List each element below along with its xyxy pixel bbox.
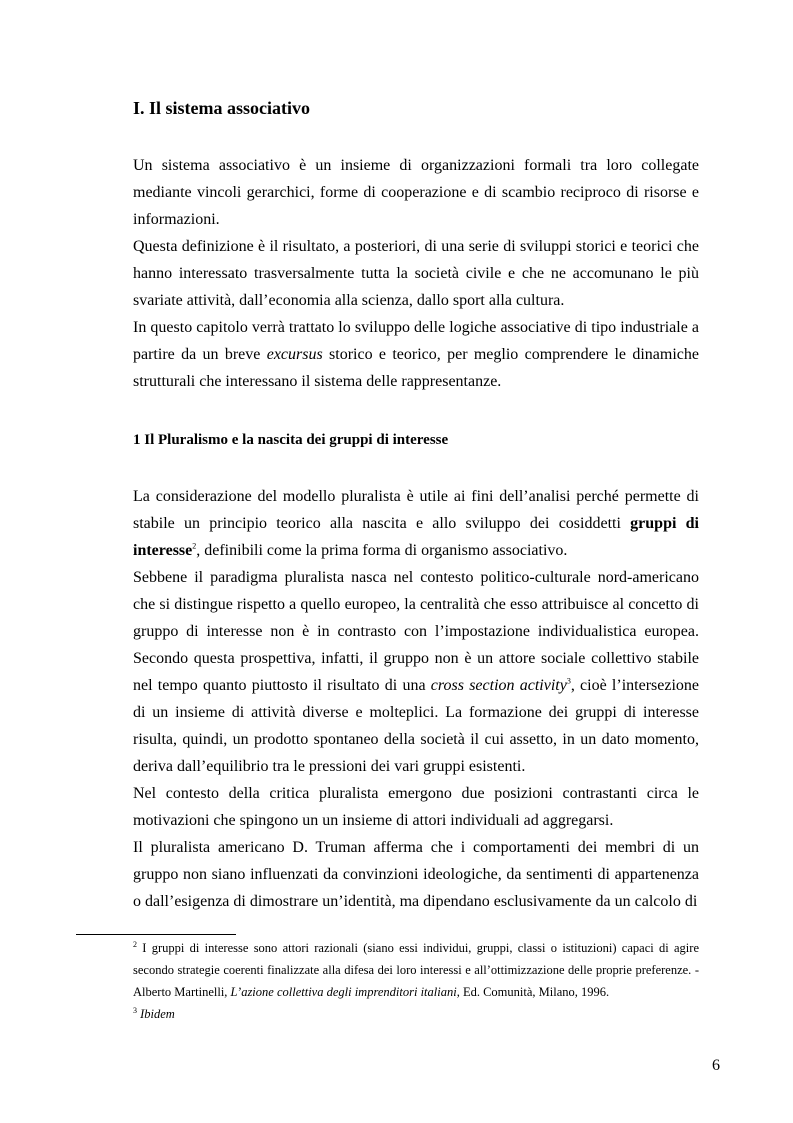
intro-paragraph-3 — [133, 314, 699, 395]
cross-section-activity-emphasis: cross section activity — [430, 677, 567, 694]
section-paragraph-2-text-b: , cioè l’intersezione di un insieme di attività diverse e molteplici. La formazione dei gruppi di interesse risulta, quindi, un prodotto spontaneo della società il cui assetto, in un dato momento, deriva dall’equilibrio tra le pressioni dei vari gruppi esistenti. — [133, 677, 699, 775]
gruppi-di-interesse-bold: gruppi di interesse — [133, 515, 700, 559]
section-paragraph-3: Nel contesto della critica pluralista emergono due posizioni contrastanti circa le motivazioni che spingono un un insieme di attori individuali ad aggregarsi. — [133, 785, 699, 829]
intro-paragraph-2: Questa definizione è il risultato, a posteriori, di una serie di sviluppi storici e teorici che hanno interessato trasversalmente tutta la società civile e che ne accomunano le più svariate attività, dall’economia alla scienza, dallo sport alla cultura. — [133, 238, 699, 309]
section-paragraph-1-text-a: La considerazione del modello pluralista è utile ai fini dell’analisi perché permette di stabile un principio teorico alla nascita e allo sviluppo dei cosiddetti — [133, 488, 699, 532]
footnote-2-book-title: L’azione collettiva degli imprenditori italiani — [230, 985, 457, 999]
footnote-3-ibidem: Ibidem — [140, 1007, 175, 1021]
excursus-emphasis: excursus — [266, 346, 323, 363]
intro-section — [133, 152, 699, 395]
page-number: 6 — [712, 1057, 720, 1074]
footnote-2 — [133, 937, 699, 1003]
chapter-title: I. Il sistema associativo — [133, 98, 310, 118]
section-paragraph-1-text-b: , definibili come la prima forma di organismo associativo. — [196, 542, 568, 559]
footnote-ref-3[interactable]: 3 — [566, 676, 571, 686]
section-paragraph-2-text-a: Sebbene il paradigma pluralista nasca nel contesto politico-culturale nord-americano che si distingue rispetto a quello europeo, la centralità che esso attribuisce al concetto di gruppo di interesse non è in contrasto con l’impostazione individualistica europea. Secondo questa prospettiva, infatti, il gruppo non è un attore sociale collettivo stabile nel tempo quanto piuttosto il risultato di una — [133, 569, 699, 694]
footnote-ref-2[interactable]: 2 — [192, 541, 197, 551]
intro-paragraph-3-text-a: In questo capitolo verrà trattato lo sviluppo delle logiche associative di tipo industriale a partire da un breve — [133, 319, 699, 363]
section-paragraph-2 — [133, 564, 699, 780]
footnote-3-marker: 3 — [133, 1005, 137, 1015]
footnotes — [133, 937, 699, 1025]
footnote-2-marker: 2 — [133, 939, 137, 949]
section-paragraph-4: Il pluralista americano D. Truman afferma che i comportamenti dei membri di un gruppo non siano influenzati da convinzioni ideologiche, da sentimenti di appartenenza o dall’esigenza di dimostrare un’identità, ma dipendano esclusivamente da un calcolo di — [133, 839, 699, 910]
footnote-2-text-a: I gruppi di interesse sono attori razionali (siano essi individui, gruppi, classi o istituzioni) capaci di agire secondo strategie coerenti finalizzate alla difesa dei loro interessi e all’ottimizzazione delle proprie preferenze. -Alberto Martinelli, — [133, 941, 699, 999]
section-title: 1 Il Pluralismo e la nascita dei gruppi di interesse — [133, 432, 449, 448]
footnote-2-text-b: , Ed. Comunità, Milano, 1996. — [456, 985, 610, 999]
intro-paragraph-1: Un sistema associativo è un insieme di organizzazioni formali tra loro collegate mediante vincoli gerarchici, forme di cooperazione e di scambio reciproco di risorse e informazioni. — [133, 157, 699, 228]
footnote-separator — [76, 934, 236, 935]
pluralism-section — [133, 483, 699, 915]
section-paragraph-1 — [133, 483, 699, 564]
footnote-3 — [133, 1003, 699, 1025]
intro-paragraph-3-text-b: storico e teorico, per meglio comprendere le dinamiche strutturali che interessano il sistema delle rappresentanze. — [133, 346, 699, 390]
